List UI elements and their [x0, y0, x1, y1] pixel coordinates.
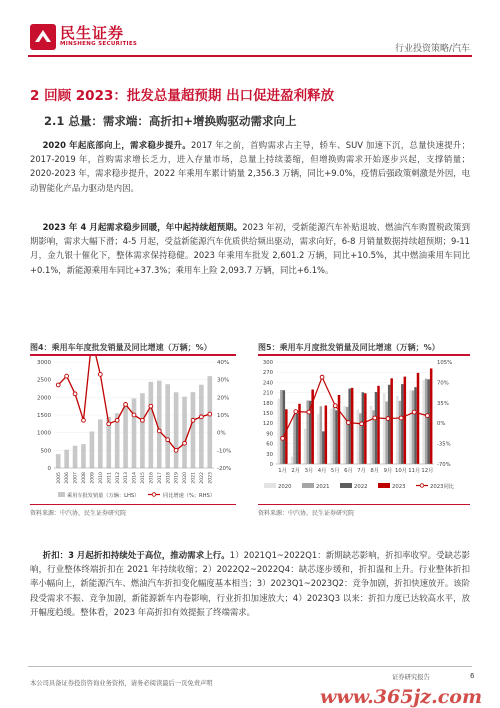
- bar: [385, 401, 388, 464]
- x-tick-label: 7月: [357, 468, 366, 474]
- growth-point: [82, 418, 86, 422]
- paragraph-lead: 2020 年起底部向上，需求稳步提升。: [42, 140, 191, 150]
- bar: [348, 389, 351, 464]
- yoy-point: [294, 410, 298, 414]
- bar: [278, 399, 281, 464]
- bar: [417, 373, 420, 464]
- x-tick-label: 9月: [383, 468, 393, 474]
- bar: [430, 368, 433, 464]
- fig5-source: 资料来源：中汽协，民生证券研究院: [258, 510, 355, 517]
- yoy-point: [281, 436, 285, 440]
- legend-bar-swatch: [58, 492, 65, 497]
- yoy-point: [307, 410, 311, 414]
- bar: [409, 390, 412, 464]
- x-tick-label: 2019: [174, 472, 180, 484]
- growth-point: [73, 392, 77, 396]
- footer-disclaimer: 本公司具备证券投资咨询业务资格，请务必阅读最后一页免责声明: [30, 680, 213, 687]
- bar: [401, 384, 404, 464]
- y-tick-right: 20%: [217, 395, 230, 402]
- x-tick-label: 2018: [166, 472, 172, 484]
- paragraph-body: 2017 年之前，首购需求占主导，轿车、SUV 加速下沉，总量快速提升；2017-2019 年，首购需求增长乏力，进入存量市场，总量上持续萎缩，但增换购需求开始逐步兴起，支撑销量；2020-2023 年，需求稳步提升，2022 年乘用车累计销量 2,356.3 万辆，同比+9.0%，疫情后强政策刺激是外因，电动智能化产品力驱动是内因。: [30, 140, 470, 193]
- growth-point: [141, 418, 145, 422]
- legend-label: 2021: [316, 484, 330, 490]
- bar: [317, 414, 320, 464]
- section-title: 2 回顾 2023：批发总量超预期 出口促进盈利释放: [30, 88, 335, 104]
- bar: [123, 405, 128, 468]
- y-tick-right: 0%: [437, 421, 446, 428]
- header-divider: [28, 55, 472, 57]
- yoy-point: [333, 404, 337, 408]
- x-tick-label: 12月: [421, 468, 434, 474]
- bar: [396, 396, 399, 464]
- growth-point: [166, 438, 170, 442]
- x-tick-label: 2月: [291, 468, 301, 474]
- bar: [174, 392, 179, 468]
- x-tick-label: 4月: [317, 468, 327, 474]
- growth-point: [183, 441, 187, 445]
- y-tick-left: 120: [262, 421, 273, 428]
- x-tick-label: 5月: [330, 468, 340, 474]
- fig5-chart: [256, 356, 472, 502]
- growth-point: [174, 448, 178, 452]
- legend-label: 2023同比: [430, 484, 455, 490]
- bar: [364, 393, 367, 464]
- yoy-point: [399, 416, 403, 420]
- legend-line-label: 同比增速（%；RHS）: [163, 493, 216, 499]
- growth-point: [191, 418, 195, 422]
- x-tick-label: 2013: [124, 472, 130, 484]
- paragraph-3: [30, 548, 470, 619]
- y-tick-right: -70%: [437, 462, 451, 468]
- growth-point: [157, 429, 161, 433]
- x-tick-label: 2012: [115, 472, 121, 484]
- bar: [427, 379, 430, 464]
- x-tick-label: 2008: [82, 472, 88, 484]
- bar: [98, 419, 103, 468]
- x-tick-label: 2016: [149, 472, 155, 484]
- growth-point: [115, 418, 119, 422]
- legend-swatch: [378, 483, 390, 488]
- bar: [346, 407, 349, 464]
- brand-name: 民生证券: [60, 24, 125, 42]
- y-tick-left: 300: [262, 360, 273, 366]
- x-tick-label: 2005: [56, 472, 62, 484]
- legend-label: 2020: [278, 484, 292, 490]
- x-tick-label: 2015: [141, 472, 147, 484]
- y-tick-left: 0: [47, 466, 51, 472]
- yoy-point: [386, 417, 390, 421]
- paragraph-body: 1）2021Q1~2022Q1：新期缺芯影响，折扣率收窄。受缺芯影响，行业整体终端折扣在 2021 年持续收缩；2）2022Q2~2022Q4：缺芯逐步缓和，折扣温和上升。行业整体折扣率小幅向上，新能源汽车、燃油汽车折扣变化幅度基本相当；3）2023Q1~2023Q2：竞争加剧，折扣快速放开。该阶段受需求不振、竞争加剧，新能源新车内卷影响，行业折扣加速放大；4）2023Q3 以来：折扣力度已达较高水平，放开幅度趋缓。整体看，2023 年高折扣有效提振了终端需求。: [30, 550, 470, 617]
- bar: [81, 444, 86, 468]
- legend-label: 2022: [354, 484, 368, 490]
- fig4-title: 图4：乘用车年度批发销量及同比增速（万辆；%）: [30, 343, 212, 352]
- x-tick-label: 2021: [191, 472, 197, 484]
- x-tick-label: 1月: [278, 468, 287, 474]
- x-tick-label: 10月: [395, 468, 408, 474]
- bar: [90, 432, 95, 468]
- growth-point: [208, 412, 212, 416]
- legend-label: 2023: [392, 484, 406, 490]
- bar: [291, 457, 294, 464]
- bar: [132, 398, 137, 468]
- x-tick-label: 3月: [304, 468, 314, 474]
- y-tick-right: 30%: [217, 377, 230, 384]
- paragraph-lead: 2023 年 4 月起需求稳步回暖，年中起持续超预期。: [42, 222, 243, 232]
- y-tick-right: 10%: [217, 413, 230, 419]
- y-tick-left: 240: [262, 380, 273, 387]
- yoy-point: [360, 422, 364, 426]
- growth-point: [56, 383, 60, 387]
- paragraph-lead: 折扣：3 月起折扣持续处于高位，推动需求上行。: [42, 550, 230, 560]
- legend-bar-label: 乘用车批发销量（万辆：LHS）: [67, 493, 140, 499]
- y-tick-right: 105%: [437, 360, 453, 366]
- bar: [191, 392, 196, 468]
- x-tick-label: 2010: [98, 472, 104, 484]
- x-tick-label: 2009: [90, 472, 96, 484]
- growth-point: [199, 415, 203, 419]
- bar: [140, 393, 145, 468]
- legend-swatch: [340, 483, 352, 488]
- bar: [383, 393, 386, 464]
- bar: [322, 431, 325, 464]
- bar: [343, 406, 346, 464]
- footer-label: 证券研究报告: [392, 674, 430, 681]
- bar: [199, 385, 204, 468]
- x-tick-label: 2022: [199, 472, 205, 484]
- bar: [414, 387, 417, 464]
- bar: [357, 410, 360, 464]
- report-category: 行业投资策略/汽车: [394, 44, 470, 54]
- y-tick-left: 2000: [37, 395, 51, 402]
- x-tick-label: 2014: [132, 472, 138, 484]
- growth-point: [124, 403, 128, 407]
- bar: [362, 392, 365, 464]
- bar: [293, 414, 296, 464]
- bar: [370, 406, 373, 464]
- bar: [283, 390, 286, 464]
- y-tick-left: 3000: [37, 360, 51, 366]
- footer-divider: [28, 666, 472, 667]
- y-tick-right: 70%: [437, 380, 449, 387]
- bar: [298, 404, 301, 464]
- growth-point: [98, 372, 102, 376]
- y-tick-left: 210: [262, 390, 273, 397]
- x-tick-label: 2011: [107, 472, 113, 484]
- x-tick-label: 11月: [408, 468, 421, 474]
- x-tick-label: 2020: [183, 472, 189, 484]
- fig5-bottom-rule: [258, 504, 470, 505]
- y-tick-right: -20%: [217, 466, 232, 472]
- bar: [375, 392, 378, 464]
- y-tick-left: 2500: [37, 377, 51, 384]
- yoy-point: [347, 421, 351, 425]
- bar: [280, 390, 283, 464]
- bar: [388, 385, 391, 464]
- bar: [412, 391, 415, 464]
- legend-line-marker: [152, 493, 156, 497]
- bar: [325, 406, 328, 464]
- yoy-point: [373, 416, 377, 420]
- bar: [399, 401, 402, 464]
- bar: [333, 406, 336, 464]
- page-number: 6: [470, 672, 475, 680]
- bar: [182, 397, 187, 468]
- bar: [304, 429, 307, 464]
- y-tick-left: 1000: [37, 430, 51, 437]
- y-tick-right: 40%: [217, 360, 230, 366]
- section-subtitle: 2.1 总量：需求端：高折扣+增换购驱动需求向上: [44, 114, 297, 128]
- yoy-point: [320, 375, 324, 379]
- fig5-title: 图5：乘用车月度批发销量及同比增速（万辆；%）: [258, 343, 440, 352]
- bar: [377, 386, 380, 464]
- bar: [422, 380, 425, 464]
- yoy-point: [412, 410, 416, 414]
- growth-point: [149, 404, 153, 408]
- bar: [64, 450, 69, 468]
- y-tick-right: 0%: [217, 430, 226, 437]
- y-tick-left: 0: [269, 462, 273, 468]
- y-tick-left: 180: [262, 400, 273, 407]
- bar: [351, 388, 354, 464]
- bar: [359, 413, 362, 464]
- x-tick-label: 2017: [157, 472, 163, 484]
- y-tick-left: 90: [266, 431, 273, 438]
- bar: [390, 378, 393, 464]
- bar: [149, 382, 154, 468]
- bar: [320, 406, 323, 464]
- bar: [338, 395, 341, 464]
- paragraph-2: [30, 220, 470, 277]
- x-tick-label: 6月: [344, 468, 353, 474]
- growth-point: [132, 413, 136, 417]
- watermark: www.365jz.com: [320, 686, 483, 708]
- y-tick-right: -35%: [437, 441, 451, 448]
- y-tick-left: 30: [266, 451, 273, 458]
- y-tick-right: 35%: [437, 400, 449, 407]
- bar: [285, 409, 288, 464]
- y-tick-left: 1500: [37, 413, 51, 419]
- legend-line-marker: [420, 484, 424, 488]
- x-tick-label: 2023: [208, 472, 214, 484]
- legend-swatch: [302, 483, 314, 488]
- bar: [335, 410, 338, 464]
- minsheng-logo-icon: [30, 24, 56, 50]
- y-tick-left: 270: [262, 370, 273, 377]
- bar: [73, 446, 78, 468]
- brand-name-en: MINSHENG SECURITIES: [60, 41, 138, 47]
- y-tick-left: 60: [266, 441, 273, 448]
- fig4-source: 资料来源：中汽协，民生证券研究院: [30, 510, 127, 517]
- yoy-point: [426, 414, 430, 418]
- bar: [56, 454, 61, 468]
- growth-point: [107, 422, 111, 426]
- bar: [207, 376, 212, 468]
- legend-swatch: [264, 483, 276, 488]
- growth-point: [65, 374, 69, 378]
- bar: [296, 413, 299, 464]
- y-tick-right: -10%: [217, 448, 232, 455]
- bar: [404, 377, 407, 464]
- paragraph-body: 2023 年初，受新能源汽车补贴退坡、燃油汽车购置税政策到期影响，需求大幅下滑；4-5 月起，受益新能源汽车优质供给频出驱动，需求向好，6-8 月销量数据持续超预期；9-11 月，金九银十催化下，整体需求保持稳健。2023 年乘用车批发 2,601.2 万辆，同比+10.5%，其中燃油乘用车同比+0.1%，新能源乘用车同比+37.3%；乘用车上险 2,093.7 万辆，同比+6.1%。: [30, 222, 470, 275]
- bar: [165, 384, 170, 468]
- x-tick-label: 2007: [73, 472, 79, 484]
- fig4-chart: [28, 356, 240, 502]
- bar: [425, 379, 428, 464]
- y-tick-left: 500: [40, 448, 51, 455]
- y-tick-left: 150: [262, 411, 273, 417]
- bar: [330, 409, 333, 464]
- x-tick-label: 8月: [370, 468, 380, 474]
- fig4-bottom-rule: [30, 504, 236, 505]
- paragraph-1: [30, 138, 470, 195]
- x-tick-label: 2006: [65, 472, 71, 484]
